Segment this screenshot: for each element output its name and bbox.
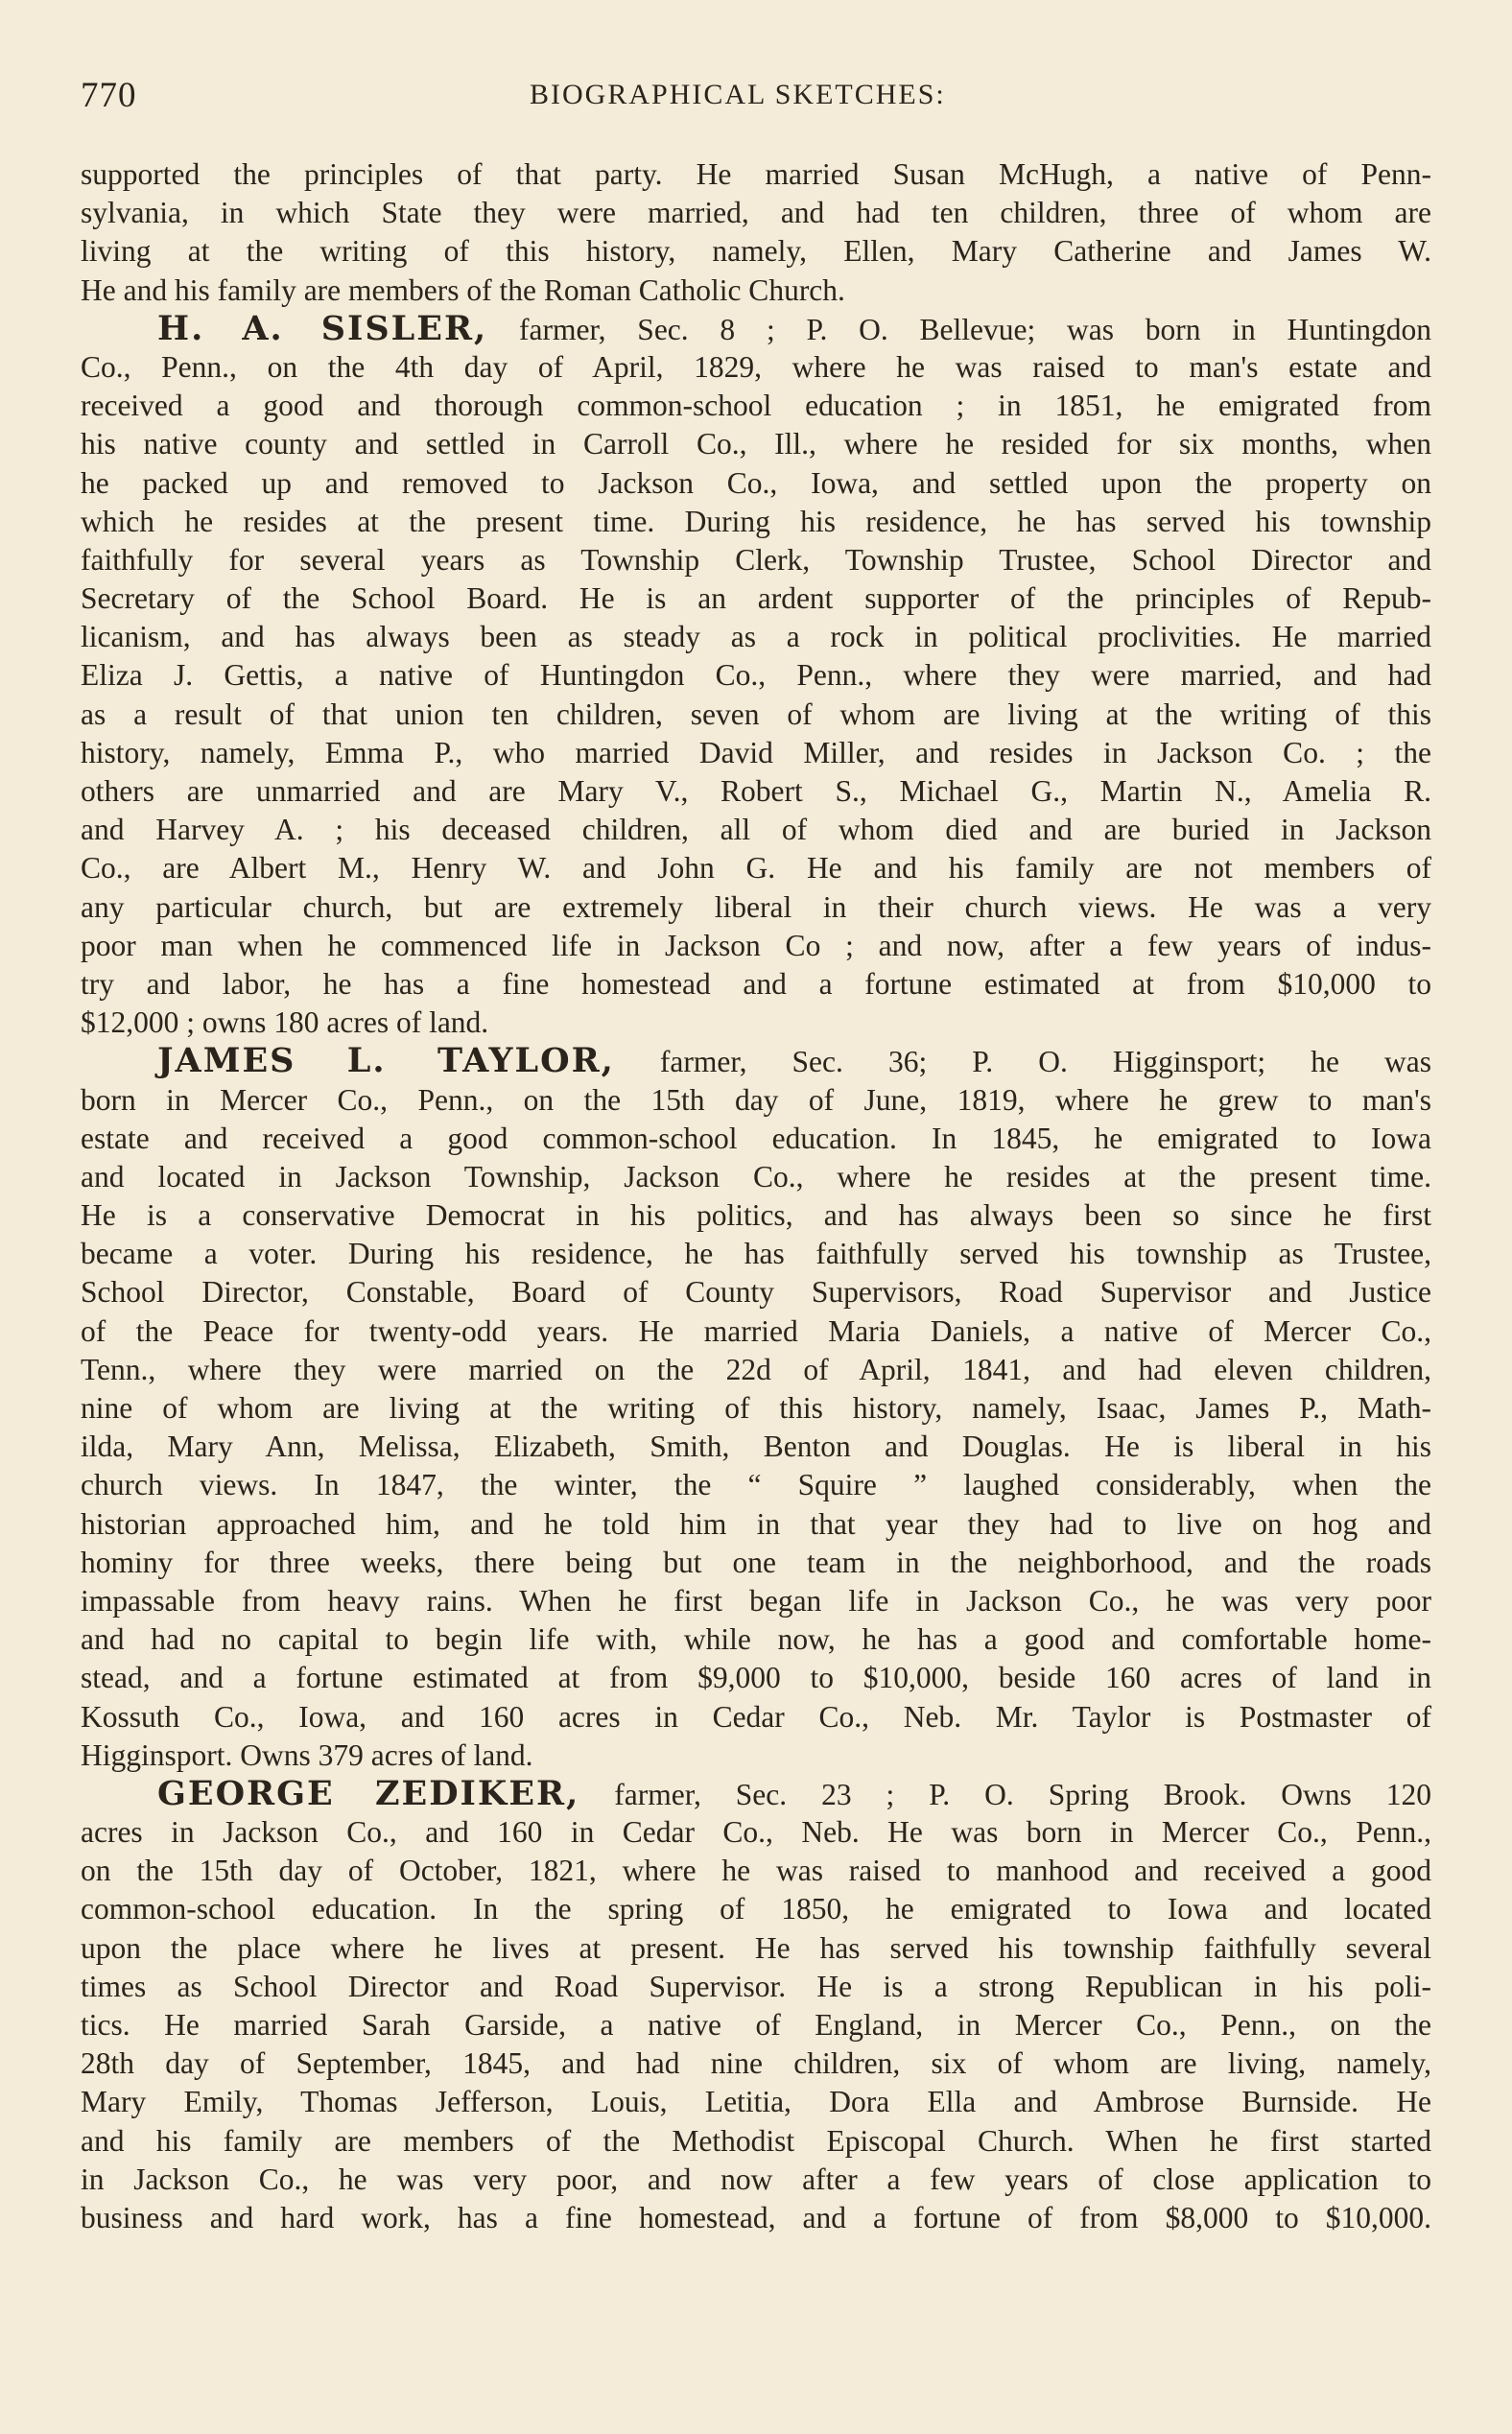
line-text: poor man when he commenced life in Jackson Co ; and now, after a few years of indus-	[81, 928, 1431, 962]
text-line	[81, 1620, 1431, 1659]
text-line	[81, 2044, 1431, 2083]
running-head: BIOGRAPHICAL SKETCHES:	[530, 79, 946, 110]
line-text: faithfully for several years as Township Clerk, Township Trustee, School Director and	[81, 542, 1431, 577]
text-line	[81, 734, 1431, 772]
text-line	[81, 272, 1431, 310]
text-line	[81, 1737, 1431, 1775]
line-text: others are unmarried and are Mary V., Robert S., Michael G., Martin N., Amelia R.	[81, 774, 1431, 808]
line-text: on the 15th day of October, 1821, where he was raised to manhood and received a good	[81, 1854, 1431, 1888]
line-text: sylvania, in which State they were married, and had ten children, three of whom are	[81, 196, 1431, 230]
line-text: impassable from heavy rains. When he first began life in Jackson Co., he was very poor	[81, 1583, 1431, 1618]
line-text: He and his family are members of the Roman Catholic Church.	[81, 272, 845, 307]
entry-name: GEORGE ZEDIKER,	[157, 1773, 580, 1813]
text-line	[81, 696, 1431, 734]
text-line	[81, 1120, 1431, 1158]
line-text: upon the place where he lives at present. He has served his township faithfully several	[81, 1930, 1431, 1965]
text-line	[81, 1081, 1431, 1120]
entry-name: JAMES L. TAYLOR,	[157, 1041, 615, 1081]
entry-first-line	[81, 1775, 1431, 1813]
text-line	[81, 232, 1431, 271]
text-line	[81, 2199, 1431, 2237]
line-text: farmer, Sec. 36; P. O. Higginsport; he was	[614, 1045, 1432, 1079]
line-text: hominy for three weeks, there being but one team in the neighborhood, and the roads	[81, 1545, 1431, 1579]
entry-first-line	[81, 310, 1431, 348]
text-line	[81, 1273, 1431, 1312]
text-line	[81, 1813, 1431, 1852]
line-text: Secretary of the School Board. He is an ardent supporter of the principles of Repub-	[81, 581, 1431, 616]
text-line	[81, 811, 1431, 849]
line-text: supported the principles of that party. He married Susan McHugh, a native of Penn-	[81, 157, 1431, 191]
line-text: in Jackson Co., he was very poor, and now after a few years of close application to	[81, 2162, 1431, 2196]
text-line	[81, 1196, 1431, 1235]
text-line	[81, 772, 1431, 811]
line-text: Co., Penn., on the 4th day of April, 1829, where he was raised to man's estate and	[81, 349, 1431, 384]
line-text: of the Peace for twenty-odd years. He married Maria Daniels, a native of Mercer Co.,	[81, 1313, 1431, 1348]
text-line	[81, 1505, 1431, 1544]
line-text: any particular church, but are extremely liberal in their church views. He was a very	[81, 889, 1431, 924]
text-line	[81, 464, 1431, 503]
line-text: licanism, and has always been as steady as a rock in political proclivities. He married	[81, 620, 1431, 654]
text-line	[81, 1389, 1431, 1428]
line-text: he packed up and removed to Jackson Co., Iowa, and settled upon the property on	[81, 465, 1431, 500]
line-text: business and hard work, has a fine homestead, and a fortune of from $8,000 to $10,000.	[81, 2200, 1431, 2234]
line-text: 28th day of September, 1845, and had nine children, six of whom are living, namely,	[81, 2046, 1431, 2081]
entry-first-line	[81, 1042, 1431, 1080]
text-line	[81, 1698, 1431, 1737]
text-line	[81, 849, 1431, 887]
text-line	[81, 2006, 1431, 2044]
line-text: estate and received a good common-school education. In 1845, he emigrated to Iowa	[81, 1121, 1431, 1155]
line-text: and had no capital to begin life with, while now, he has a good and comfortable home-	[81, 1622, 1431, 1657]
page-header	[81, 75, 1431, 134]
line-text: try and labor, he has a fine homestead and a fortune estimated at from $10,000 to	[81, 966, 1431, 1001]
line-text: historian approached him, and he told him in that year they had to live on hog and	[81, 1506, 1431, 1541]
line-text: church views. In 1847, the winter, the “ Squire ” laughed considerably, when the	[81, 1468, 1431, 1502]
line-text: Eliza J. Gettis, a native of Huntingdon Co., Penn., where they were married, and had	[81, 658, 1431, 693]
line-text: Co., are Albert M., Henry W. and John G. He and his family are not members of	[81, 851, 1431, 886]
text-line	[81, 1659, 1431, 1697]
line-text: Kossuth Co., Iowa, and 160 acres in Cedar Co., Neb. Mr. Taylor is Postmaster of	[81, 1699, 1431, 1734]
line-text: acres in Jackson Co., and 160 in Cedar Co., Neb. He was born in Mercer Co., Penn.,	[81, 1815, 1431, 1850]
text-line	[81, 1004, 1431, 1042]
text-line	[81, 927, 1431, 965]
line-text: nine of whom are living at the writing of this history, namely, Isaac, James P., Math-	[81, 1391, 1431, 1425]
body-text	[81, 155, 1431, 2237]
line-text: stead, and a fortune estimated at from $9,000 to $10,000, beside 160 acres of land in	[81, 1661, 1431, 1695]
text-line	[81, 348, 1431, 387]
line-text: became a voter. During his residence, he has faithfully served his township as Trustee,	[81, 1237, 1431, 1271]
text-line	[81, 1929, 1431, 1968]
text-line	[81, 1312, 1431, 1351]
line-text: common-school education. In the spring of 1850, he emigrated to Iowa and located	[81, 1892, 1431, 1926]
line-text: living at the writing of this history, namely, Ellen, Mary Catherine and James W.	[81, 234, 1431, 269]
text-line	[81, 1351, 1431, 1389]
line-text: farmer, Sec. 23 ; P. O. Spring Brook. Owns 120	[579, 1777, 1431, 1811]
entry-name: H. A. SISLER,	[157, 308, 488, 348]
text-line	[81, 1544, 1431, 1582]
line-text: and located in Jackson Township, Jackson Co., where he resides at the present time.	[81, 1159, 1431, 1193]
text-line	[81, 2083, 1431, 2121]
text-line	[81, 888, 1431, 927]
text-line	[81, 1158, 1431, 1196]
text-line	[81, 2161, 1431, 2199]
page-number: 770	[81, 76, 137, 115]
text-line	[81, 2122, 1431, 2161]
line-text: his native county and settled in Carroll Co., Ill., where he resided for six months, when	[81, 427, 1431, 461]
line-text: tics. He married Sarah Garside, a native of England, in Mercer Co., Penn., on the	[81, 2008, 1431, 2042]
text-line	[81, 1968, 1431, 2006]
line-text: times as School Director and Road Supervisor. He is a strong Republican in his poli-	[81, 1969, 1431, 2003]
line-text: which he resides at the present time. During his residence, he has served his township	[81, 504, 1431, 538]
text-line	[81, 194, 1431, 232]
text-line	[81, 387, 1431, 425]
line-text: Tenn., where they were married on the 22d of April, 1841, and had eleven children,	[81, 1352, 1431, 1386]
line-text: born in Mercer Co., Penn., on the 15th day of June, 1819, where he grew to man's	[81, 1082, 1431, 1117]
text-line	[81, 1466, 1431, 1504]
text-line	[81, 656, 1431, 695]
book-page	[81, 75, 1431, 2358]
text-line	[81, 541, 1431, 579]
line-text: Mary Emily, Thomas Jefferson, Louis, Letitia, Dora Ella and Ambrose Burnside. He	[81, 2085, 1431, 2119]
line-text: received a good and thorough common-school education ; in 1851, he emigrated from	[81, 389, 1431, 423]
line-text: Higginsport. Owns 379 acres of land.	[81, 1737, 533, 1772]
line-text: history, namely, Emma P., who married David Miller, and resides in Jackson Co. ; the	[81, 735, 1431, 769]
text-line	[81, 1235, 1431, 1273]
line-text: School Director, Constable, Board of County Supervisors, Road Supervisor and Justice	[81, 1275, 1431, 1310]
line-text: as a result of that union ten children, seven of whom are living at the writing of this	[81, 697, 1431, 731]
text-line	[81, 579, 1431, 618]
line-text: and his family are members of the Methodist Episcopal Church. When he first started	[81, 2123, 1431, 2158]
text-line	[81, 1428, 1431, 1466]
text-line	[81, 503, 1431, 541]
text-line	[81, 1890, 1431, 1928]
line-text: ilda, Mary Ann, Melissa, Elizabeth, Smith, Benton and Douglas. He is liberal in his	[81, 1430, 1431, 1464]
text-line	[81, 965, 1431, 1004]
line-text: He is a conservative Democrat in his politics, and has always been so since he first	[81, 1198, 1431, 1233]
text-line	[81, 618, 1431, 656]
line-text: farmer, Sec. 8 ; P. O. Bellevue; was born in Huntingdon	[487, 312, 1432, 346]
line-text: and Harvey A. ; his deceased children, all of whom died and are buried in Jackson	[81, 813, 1431, 847]
text-line	[81, 155, 1431, 194]
text-line	[81, 1582, 1431, 1620]
line-text: $12,000 ; owns 180 acres of land.	[81, 1005, 489, 1040]
text-line	[81, 1852, 1431, 1890]
text-line	[81, 425, 1431, 463]
